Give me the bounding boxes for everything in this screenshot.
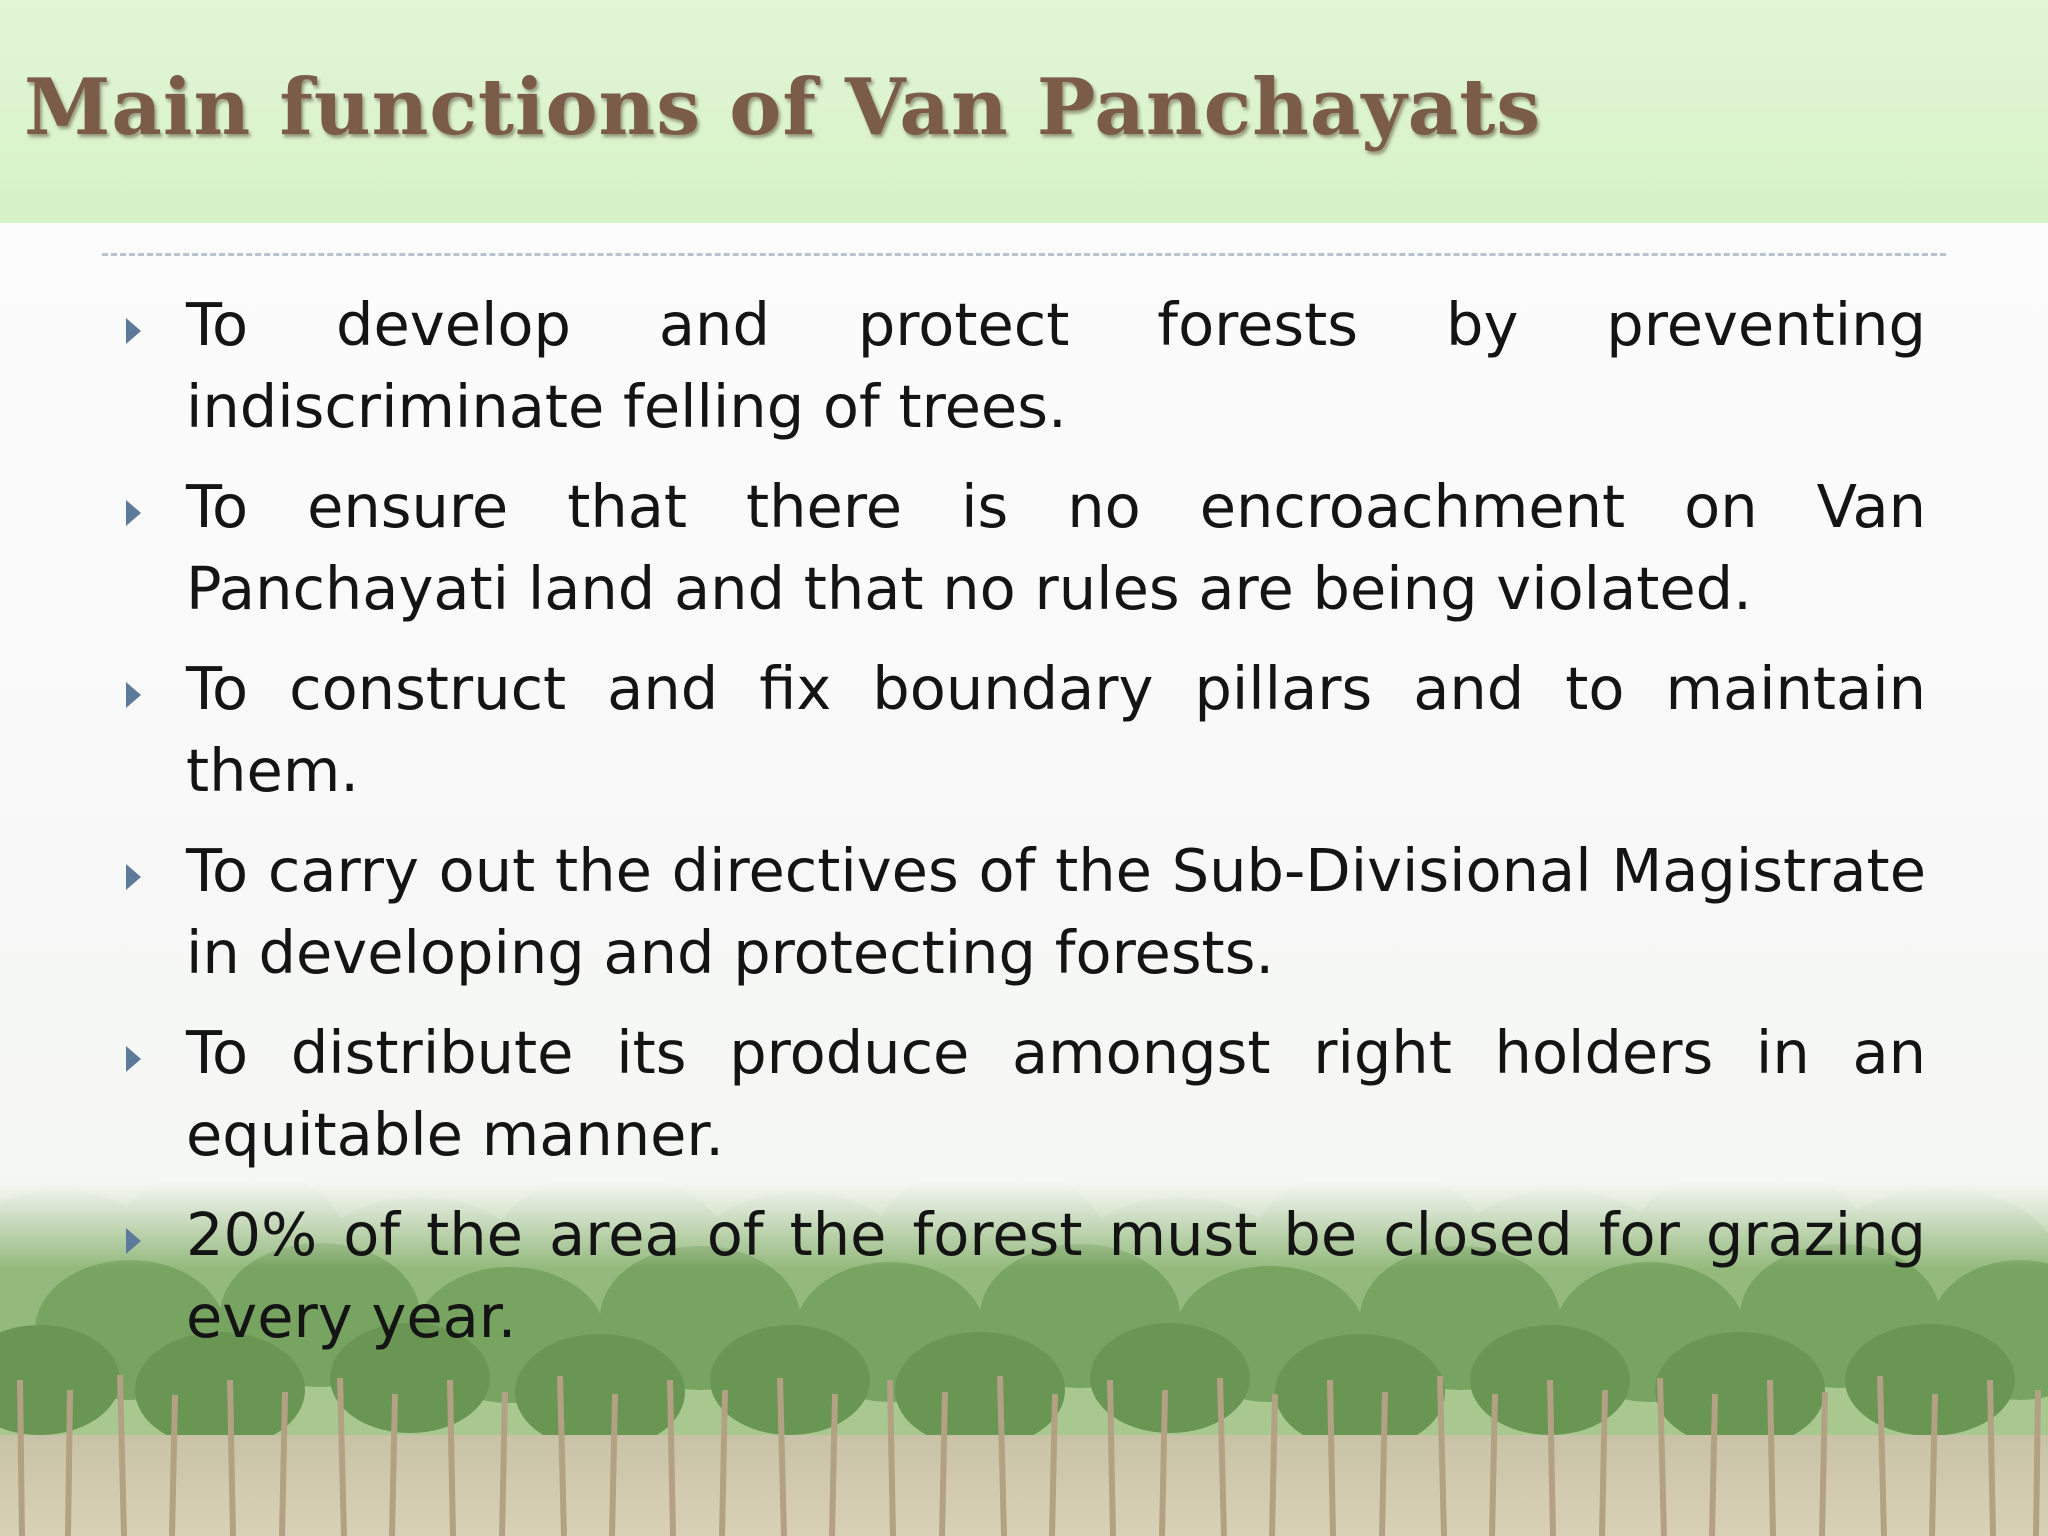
bullet-text: To distribute its produce amongst right holders in an equitable manner.	[186, 1018, 1926, 1169]
triangle-right-icon	[126, 318, 141, 344]
bullet-item	[118, 830, 1926, 994]
triangle-right-icon	[126, 1228, 141, 1254]
triangle-right-icon	[126, 682, 141, 708]
bullet-item	[118, 648, 1926, 812]
bullet-text: To develop and protect forests by preventing indiscriminate felling of trees.	[186, 290, 1926, 441]
triangle-right-icon	[126, 500, 141, 526]
triangle-right-icon	[126, 864, 141, 890]
title-divider	[102, 253, 1946, 256]
slide-title: Main functions of Van Panchayats	[24, 62, 1542, 153]
bullet-list	[118, 284, 1926, 1376]
triangle-right-icon	[126, 1046, 141, 1072]
bullet-text: 20% of the area of the forest must be closed for grazing every year.	[186, 1200, 1926, 1351]
bullet-text: To construct and fix boundary pillars and to maintain them.	[186, 654, 1926, 805]
bullet-item	[118, 466, 1926, 630]
bullet-item	[118, 1194, 1926, 1358]
bullet-item	[118, 1012, 1926, 1176]
bullet-item	[118, 284, 1926, 448]
bullet-text: To carry out the directives of the Sub-Divisional Magistrate in developing and protecting forests.	[186, 836, 1926, 987]
bullet-text: To ensure that there is no encroachment on Van Panchayati land and that no rules are being violated.	[186, 472, 1926, 623]
